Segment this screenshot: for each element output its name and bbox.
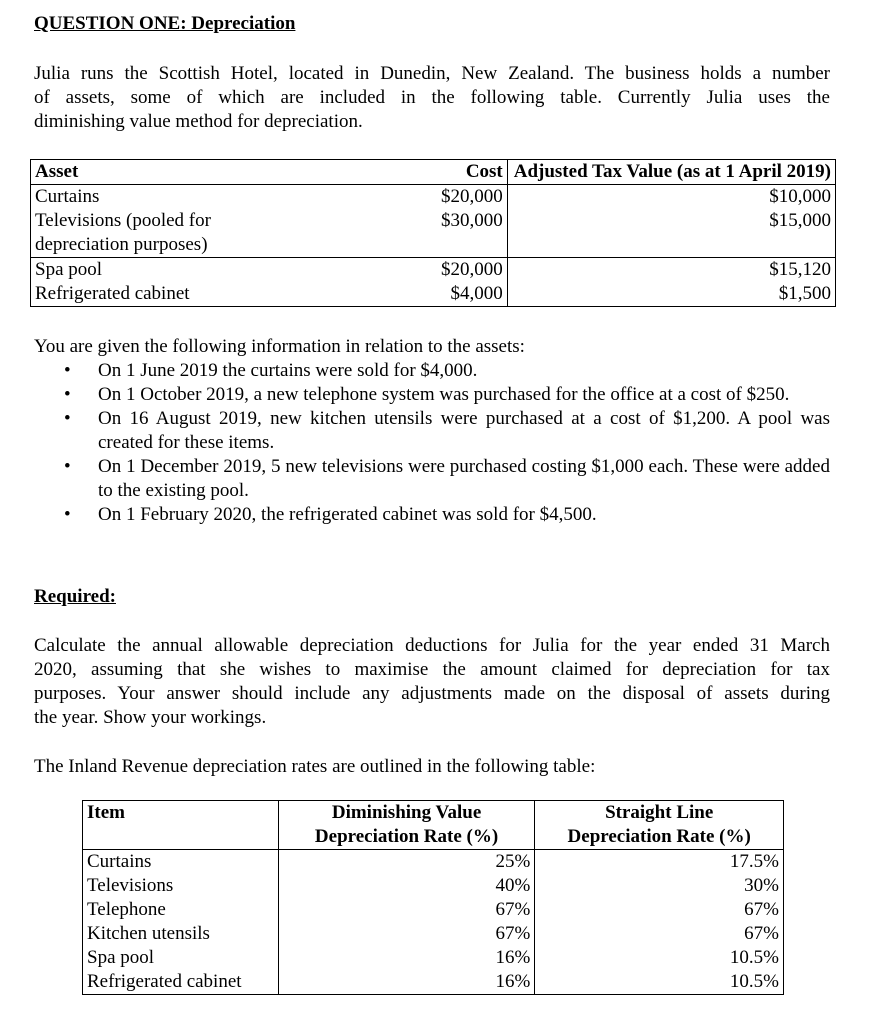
header-line: Diminishing Value bbox=[331, 802, 482, 823]
list-item bbox=[36, 407, 830, 455]
header-straight-line bbox=[535, 801, 784, 850]
rate-sl: 30% bbox=[535, 874, 784, 898]
rate-dv: 25% bbox=[278, 850, 535, 875]
rates-table bbox=[82, 800, 784, 995]
header-item: Item bbox=[83, 801, 279, 850]
rate-item: Curtains bbox=[83, 850, 279, 875]
bullet-text: On 16 August 2019, new kitchen utensils were purchased at a cost of $1,200. A pool was created for these items. bbox=[98, 408, 830, 453]
rates-table-header bbox=[83, 801, 784, 850]
rates-intro: The Inland Revenue depreciation rates are outlined in the following table: bbox=[34, 756, 596, 777]
rate-sl: 10.5% bbox=[535, 970, 784, 995]
rate-dv: 16% bbox=[278, 970, 535, 995]
bullet-icon: • bbox=[64, 456, 71, 477]
asset-name: Curtains bbox=[31, 185, 438, 210]
bullet-text: On 1 October 2019, a new telephone system was purchased for the office at a cost of $250. bbox=[98, 384, 790, 405]
asset-name: Refrigerated cabinet bbox=[31, 282, 438, 307]
info-intro: You are given the following information in relation to the assets: bbox=[34, 336, 525, 357]
asset-atv: $15,000 bbox=[507, 209, 835, 258]
rate-sl: 67% bbox=[535, 898, 784, 922]
table-row bbox=[31, 209, 836, 258]
list-item bbox=[36, 503, 830, 527]
intro-line: diminishing value method for depreciation. bbox=[34, 111, 363, 132]
required-line: purposes. Your answer should include any adjustments made on the disposal of assets during bbox=[34, 683, 830, 704]
asset-cost: $4,000 bbox=[437, 282, 507, 307]
intro-line: Julia runs the Scottish Hotel, located in Dunedin, New Zealand. The business holds a number bbox=[34, 63, 830, 84]
list-item bbox=[36, 359, 830, 383]
asset-atv: $15,120 bbox=[507, 258, 835, 283]
header-line: Depreciation Rate (%) bbox=[567, 826, 751, 847]
asset-table-header bbox=[31, 160, 836, 185]
header-diminishing-value bbox=[278, 801, 535, 850]
asset-cost: $30,000 bbox=[437, 209, 507, 258]
table-row bbox=[83, 970, 784, 995]
required-heading: Required: bbox=[34, 586, 116, 607]
rate-item: Televisions bbox=[83, 874, 279, 898]
required-line: 2020, assuming that she wishes to maximise the amount claimed for depreciation for tax bbox=[34, 659, 830, 680]
header-line: Straight Line bbox=[605, 802, 714, 823]
asset-table bbox=[30, 159, 836, 307]
table-row bbox=[83, 922, 784, 946]
list-item bbox=[36, 383, 830, 407]
rate-dv: 67% bbox=[278, 922, 535, 946]
bullet-icon: • bbox=[64, 384, 71, 405]
asset-name-line: Televisions (pooled for bbox=[35, 210, 211, 231]
bullet-text: On 1 June 2019 the curtains were sold for $4,000. bbox=[98, 360, 478, 381]
rate-item: Telephone bbox=[83, 898, 279, 922]
table-row bbox=[83, 946, 784, 970]
asset-atv: $1,500 bbox=[507, 282, 835, 307]
table-row bbox=[83, 898, 784, 922]
table-row bbox=[31, 185, 836, 210]
rate-item: Refrigerated cabinet bbox=[83, 970, 279, 995]
header-asset: Asset bbox=[31, 160, 438, 185]
bullet-icon: • bbox=[64, 504, 71, 525]
rate-sl: 10.5% bbox=[535, 946, 784, 970]
asset-cost: $20,000 bbox=[437, 185, 507, 210]
intro-line: of assets, some of which are included in the following table. Currently Julia uses the bbox=[34, 87, 830, 108]
asset-atv: $10,000 bbox=[507, 185, 835, 210]
required-line: the year. Show your workings. bbox=[34, 707, 267, 728]
required-line: Calculate the annual allowable depreciation deductions for Julia for the year ended 31 March bbox=[34, 635, 830, 656]
table-row bbox=[31, 282, 836, 307]
asset-name-line: depreciation purposes) bbox=[35, 234, 208, 255]
rate-sl: 67% bbox=[535, 922, 784, 946]
bullet-text: On 1 December 2019, 5 new televisions were purchased costing $1,000 each. These were added to the existing pool. bbox=[98, 456, 830, 501]
table-row bbox=[83, 850, 784, 875]
bullet-text: On 1 February 2020, the refrigerated cabinet was sold for $4,500. bbox=[98, 504, 597, 525]
bullet-icon: • bbox=[64, 408, 71, 429]
rate-sl: 17.5% bbox=[535, 850, 784, 875]
rate-dv: 67% bbox=[278, 898, 535, 922]
asset-name bbox=[31, 209, 438, 258]
header-adjusted-tax-value: Adjusted Tax Value (as at 1 April 2019) bbox=[507, 160, 835, 185]
bullet-icon: • bbox=[64, 360, 71, 381]
rate-dv: 40% bbox=[278, 874, 535, 898]
intro-paragraph bbox=[34, 62, 830, 134]
rate-item: Kitchen utensils bbox=[83, 922, 279, 946]
header-line: Depreciation Rate (%) bbox=[314, 826, 499, 847]
table-row bbox=[31, 258, 836, 283]
question-title: QUESTION ONE: Depreciation bbox=[34, 13, 296, 34]
list-item bbox=[36, 455, 830, 503]
info-bullet-list bbox=[36, 359, 830, 527]
rate-dv: 16% bbox=[278, 946, 535, 970]
required-paragraph bbox=[34, 634, 830, 730]
table-row bbox=[83, 874, 784, 898]
asset-cost: $20,000 bbox=[437, 258, 507, 283]
asset-name: Spa pool bbox=[31, 258, 438, 283]
rate-item: Spa pool bbox=[83, 946, 279, 970]
header-cost: Cost bbox=[437, 160, 507, 185]
